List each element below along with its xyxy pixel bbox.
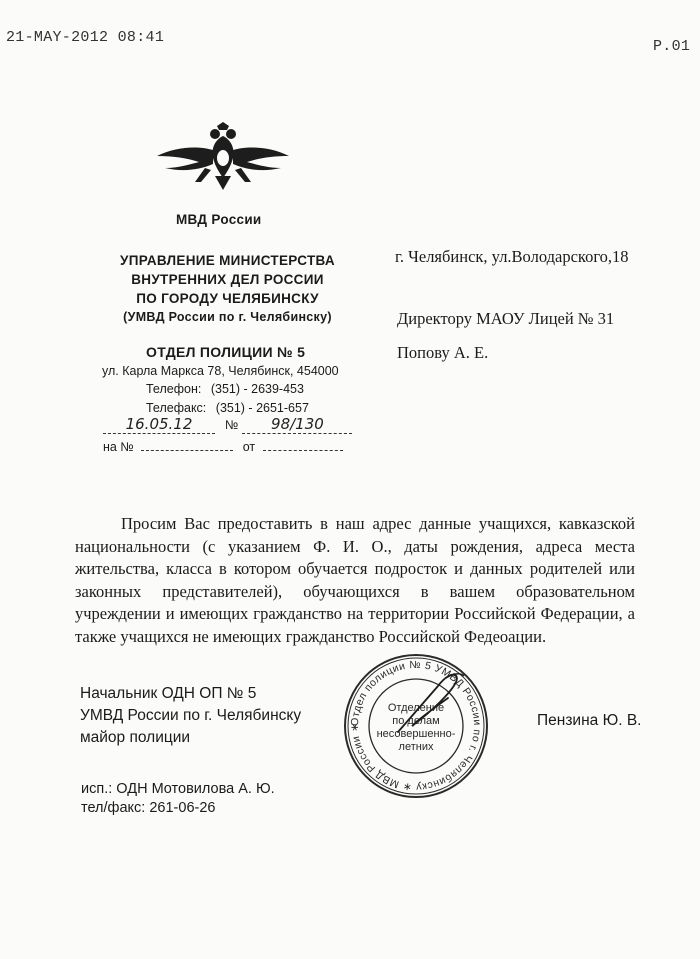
fax-timestamp: 21-MAY-2012 08:41: [6, 29, 165, 46]
reference-on-label: на №: [103, 440, 134, 454]
signatory-title-line: Начальник ОДН ОП № 5: [80, 685, 257, 702]
phone-row: [146, 382, 304, 396]
department-line: УПРАВЛЕНИЕ МИНИСТЕРСТВА: [120, 253, 335, 268]
recipient-name: Попову А. Е.: [397, 343, 489, 362]
fax-number: (351) - 2651-657: [215, 401, 309, 415]
fax-page-number: P.01: [653, 38, 691, 55]
police-office-name: ОТДЕЛ ПОЛИЦИИ № 5: [146, 344, 306, 360]
fax-label: Телефакс:: [146, 401, 207, 415]
letter-number: 98/130: [242, 415, 352, 434]
department-short-name: (УМВД России по г. Челябинску): [123, 310, 332, 324]
reference-from-label: от: [242, 440, 256, 454]
reference-date-line: [263, 450, 343, 451]
reference-number-line: [141, 450, 233, 451]
signatory-block: [80, 683, 301, 749]
letter-body-paragraph: Просим Вас предоставить в наш адрес данные учащихся, кавказской национальности (с указанием Ф. И. О., даты рождения, адреса места жительства, класса в котором обучается подросток и данных родителей или законных представителей), обучающихся в вашем образовательном учреждении и имеющих гражданство на территории Российской Федерации, а также учащихся не имеющих гражданство Российской Федеоации.: [75, 514, 635, 646]
department-line: ПО ГОРОДУ ЧЕЛЯБИНСКУ: [136, 291, 319, 306]
signatory-name: Пензина Ю. В.: [537, 712, 642, 729]
executor-line: исп.: ОДН Мотовилова А. Ю.: [81, 781, 275, 797]
stamp-center-line: летних: [398, 741, 434, 753]
reference-row: [103, 440, 355, 454]
stamp-ring-text: Отдел полиции № 5 УМВД России по г. Челябинску ∗ МВД России ∗: [348, 658, 484, 794]
registration-date-number-row: [103, 415, 355, 434]
phone-number: (351) - 2639-453: [210, 382, 304, 396]
letter-date: 16.05.12: [103, 415, 215, 434]
handwritten-signature: [387, 668, 470, 738]
office-address: ул. Карла Маркса 78, Челябинск, 454000: [102, 364, 339, 378]
executor-phone: тел/факс: 261-06-26: [81, 800, 216, 816]
department-line: ВНУТРЕННИХ ДЕЛ РОССИИ: [131, 272, 324, 287]
recipient-address: г. Челябинск, ул.Володарского,18: [395, 247, 629, 266]
signatory-title-line: майор полиции: [80, 729, 191, 746]
number-symbol: №: [225, 418, 239, 432]
stamp-center-line: несовершенно-: [376, 728, 456, 740]
fax-row: [146, 401, 309, 415]
signatory-title-line: УМВД России по г. Челябинску: [80, 707, 302, 724]
ministry-name: МВД России: [176, 212, 262, 227]
double-headed-eagle-emblem-icon: [155, 122, 291, 192]
stamp-center-line: по делам: [392, 715, 440, 727]
department-block: [105, 251, 350, 327]
phone-label: Телефон:: [146, 382, 202, 396]
recipient-position: Директору МАОУ Лицей № 31: [397, 309, 615, 328]
stamp-center-line: Отделение: [387, 702, 445, 714]
